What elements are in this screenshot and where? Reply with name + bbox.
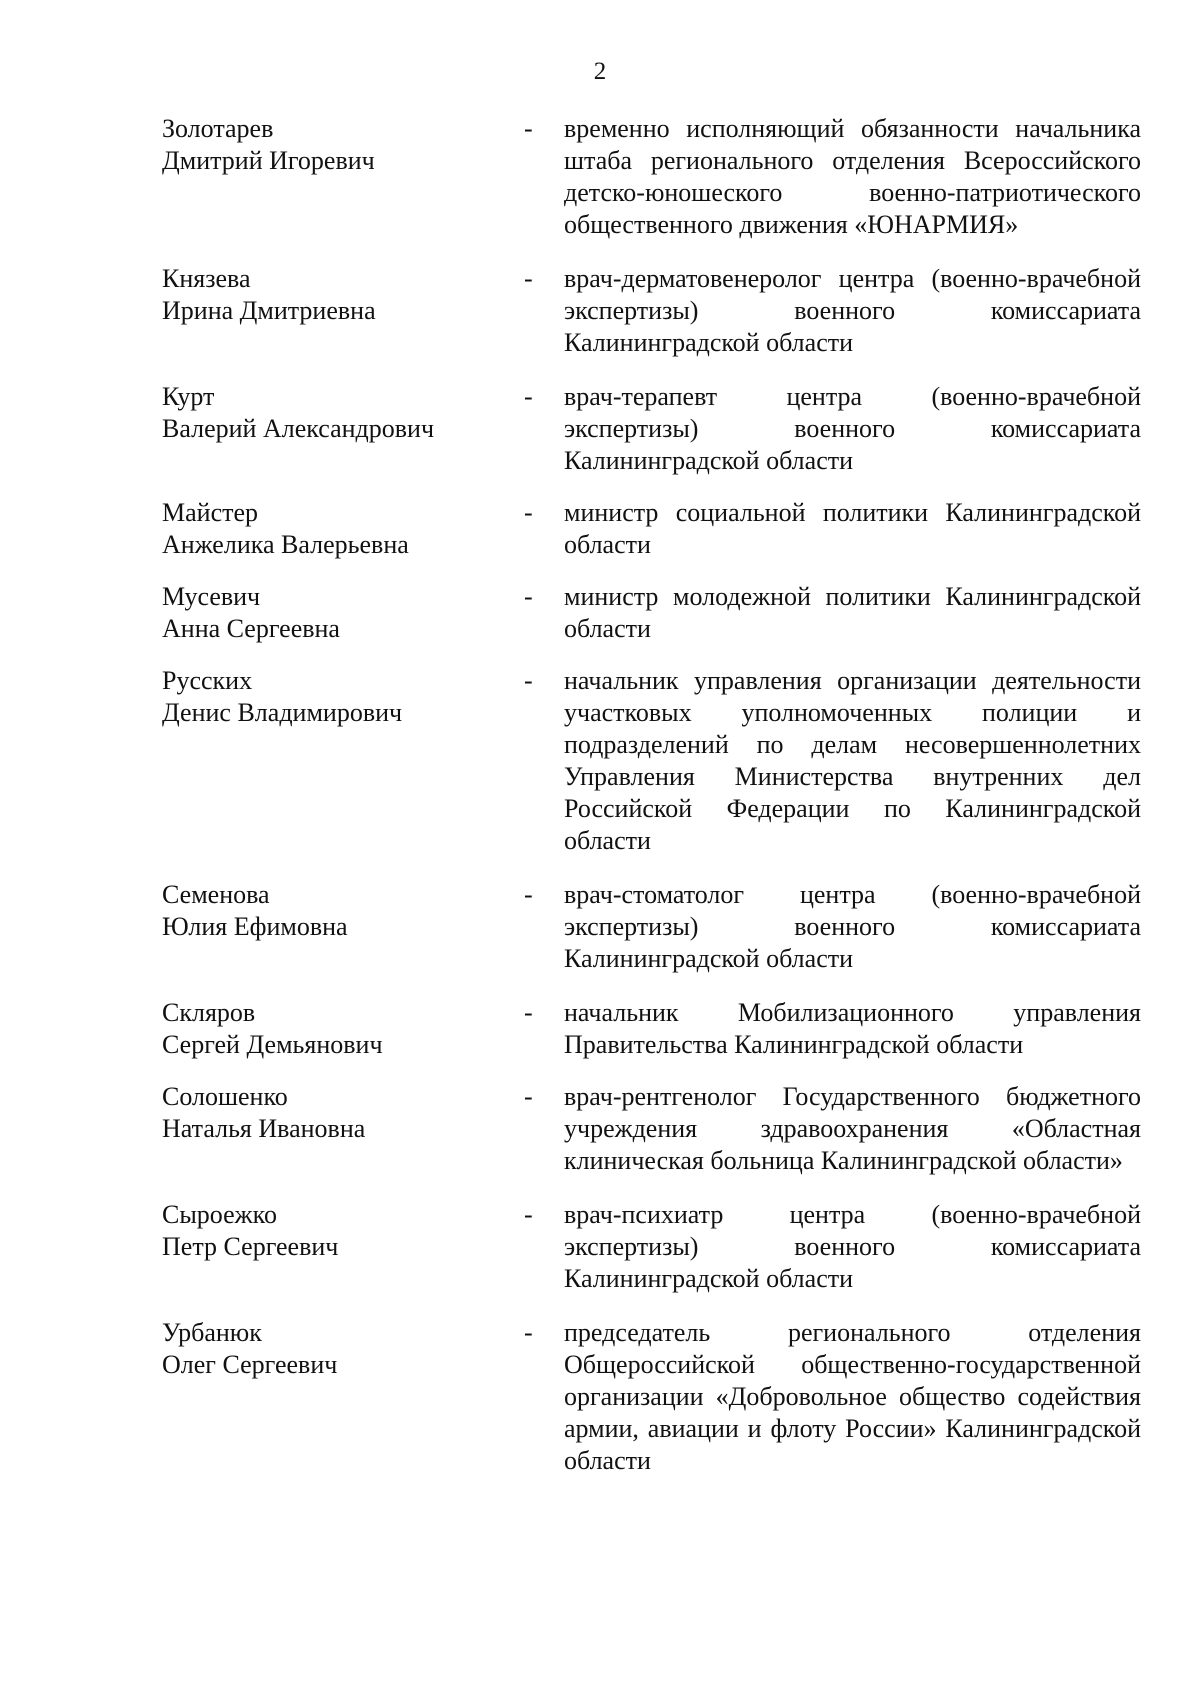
member-name (162, 113, 524, 177)
member-surname: Семенова (162, 880, 270, 909)
member-surname: Русских (162, 666, 253, 695)
separator-dash: - (524, 382, 533, 411)
member-position: врач-психиатр центра (военно-врачебной экспертизы) военного комиссариата Калининградской области (564, 1200, 1141, 1293)
member-given-names: Валерий Александрович (162, 414, 435, 443)
member-given-names: Ирина Дмитриевна (162, 296, 376, 325)
member-entry (162, 263, 1142, 359)
member-surname: Мусевич (162, 582, 261, 611)
member-entry (162, 1081, 1142, 1177)
member-position: врач-стоматолог центра (военно-врачебной экспертизы) военного комиссариата Калининградской области (564, 880, 1141, 973)
page-number: 2 (593, 58, 607, 85)
member-surname: Курт (162, 382, 215, 411)
member-entry (162, 665, 1142, 857)
member-given-names: Наталья Ивановна (162, 1114, 366, 1143)
member-given-names: Олег Сергеевич (162, 1350, 338, 1379)
member-surname: Урбанюк (162, 1318, 262, 1347)
member-name (162, 879, 524, 943)
separator-dash: - (524, 998, 533, 1027)
member-entry (162, 997, 1142, 1061)
member-position: председатель регионального отделения Общероссийской общественно-государственной организации «Добровольное общество содействия армии, авиации и флоту России» Калининградской области (564, 1318, 1141, 1475)
member-surname: Скляров (162, 998, 256, 1027)
member-position: министр социальной политики Калининградской области (564, 498, 1141, 559)
member-name (162, 1081, 524, 1145)
member-entry (162, 1317, 1142, 1477)
member-given-names: Сергей Демьянович (162, 1030, 383, 1059)
member-position: начальник Мобилизационного управления Правительства Калининградской области (564, 998, 1141, 1059)
member-entry (162, 879, 1142, 975)
member-list (162, 113, 1142, 1477)
member-entry (162, 581, 1142, 645)
member-position: начальник управления организации деятельности участковых уполномоченных полиции и подразделений по делам несовершеннолетних Управления Министерства внутренних дел Российской Федерации по Калининградской области (564, 666, 1141, 855)
member-given-names: Анжелика Валерьевна (162, 530, 409, 559)
separator-dash: - (524, 1082, 533, 1111)
member-name (162, 263, 524, 327)
member-name (162, 1199, 524, 1263)
member-entry (162, 1199, 1142, 1295)
member-surname: Майстер (162, 498, 259, 527)
member-given-names: Дмитрий Игоревич (162, 146, 375, 175)
member-name (162, 581, 524, 645)
member-surname: Золотарев (162, 114, 274, 143)
member-surname: Солошенко (162, 1082, 288, 1111)
separator-dash: - (524, 114, 533, 143)
member-position: временно исполняющий обязанности начальника штаба регионального отделения Всероссийского детско-юношеского военно-патриотического общественного движения «ЮНАРМИЯ» (564, 114, 1141, 239)
member-entry (162, 381, 1142, 477)
member-given-names: Денис Владимирович (162, 698, 403, 727)
member-name (162, 381, 524, 445)
separator-dash: - (524, 880, 533, 909)
separator-dash: - (524, 498, 533, 527)
member-name (162, 1317, 524, 1381)
member-position: врач-терапевт центра (военно-врачебной экспертизы) военного комиссариата Калининградской области (564, 382, 1141, 475)
member-name (162, 997, 524, 1061)
member-given-names: Петр Сергеевич (162, 1232, 339, 1261)
member-surname: Князева (162, 264, 251, 293)
member-position: министр молодежной политики Калининградской области (564, 582, 1141, 643)
member-surname: Сыроежко (162, 1200, 277, 1229)
separator-dash: - (524, 264, 533, 293)
member-given-names: Юлия Ефимовна (162, 912, 348, 941)
member-name (162, 497, 524, 561)
member-entry (162, 113, 1142, 241)
member-name (162, 665, 524, 729)
separator-dash: - (524, 1318, 533, 1347)
member-entry (162, 497, 1142, 561)
separator-dash: - (524, 582, 533, 611)
member-position: врач-дерматовенеролог центра (военно-врачебной экспертизы) военного комиссариата Калининградской области (564, 264, 1141, 357)
member-position: врач-рентгенолог Государственного бюджетного учреждения здравоохранения «Областная клиническая больница Калининградской области» (564, 1082, 1141, 1175)
member-given-names: Анна Сергеевна (162, 614, 340, 643)
separator-dash: - (524, 1200, 533, 1229)
separator-dash: - (524, 666, 533, 695)
